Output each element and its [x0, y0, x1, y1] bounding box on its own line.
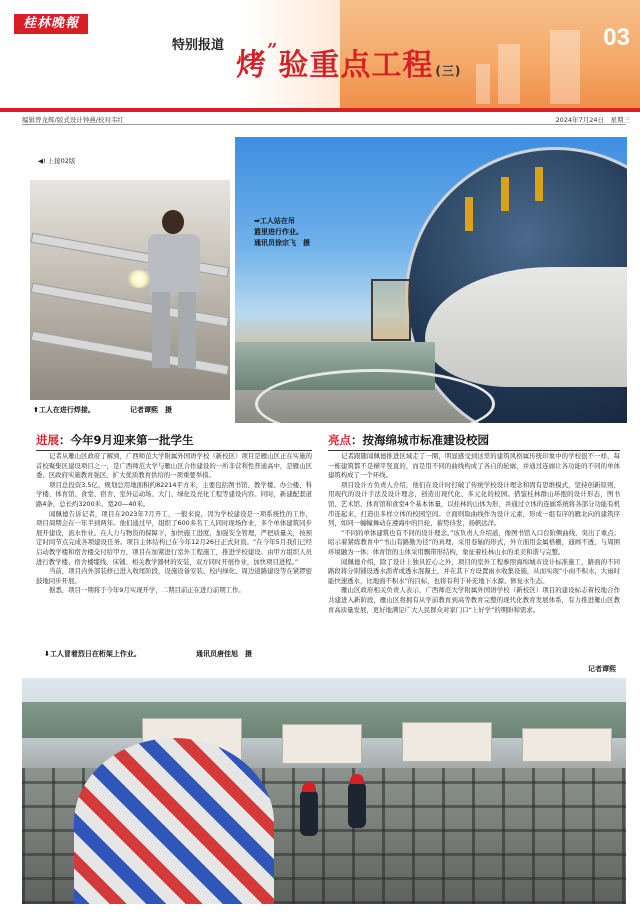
speaker-icon: ◀)	[38, 157, 46, 165]
article-paragraph: 雁山区政府相关负责人表示，广西师范大学附属外国语学校（新校区）项目的建设标志着校地合作共建进入新阶段，雁山区将拥有从学前教育到高等教育完整的现代化教育发展体系，有力推进雁山区教育高质量发展，更好地满足广大人民群众对家门口“上好学”的期盼和需求。	[328, 586, 620, 614]
newspaper-logo: 桂林晚報	[14, 14, 88, 34]
campus-building	[402, 722, 492, 762]
welding-caption	[33, 405, 95, 416]
continued-from-link[interactable]	[38, 156, 75, 165]
basket-caption	[254, 216, 358, 249]
progress-section-title	[36, 432, 312, 451]
welding-photo	[30, 180, 230, 400]
welder-head	[162, 210, 184, 234]
article-paragraph: 记者从雁山区政府了解到，广西师范大学附属外国语学校（新校区）项目是雁山区正在实施的首校聚集区建设项目之一，是广西师范大学与雁山区合作建设的一所非营利性普通高中，是雁山区委、区政府实施教育强区、扩大优质教育供给的一项重要举措。	[36, 452, 312, 480]
campus-building	[522, 728, 612, 762]
roof-worker	[300, 790, 318, 836]
article-paragraph: 据悉，项目一期将于今年9月实现开学，二期目前正在进行前期工作。	[49, 586, 245, 595]
headline-series-number: (三)	[435, 64, 462, 78]
headline-main: 烤	[236, 48, 267, 83]
welder-torso	[148, 234, 200, 296]
striped-tarp	[74, 738, 274, 904]
article-paragraph: 闻佩德告诉记者，项目在2023年7月开工，一般来说，因为学校建设是一项系统性的工作，项目周期会在一年半到两年。他们通过早，组织了600多名工人同时现场作业，多个单体建筑同步展开建设，流水作业。在人力与物资的保障下，加快施工进度，加强安全管理，严把质量关，按预定时间节点完成各项建设任务。项目主体结构已在今年12月26日正式封顶。“在今年5月我们已经启动教学楼和宿舍楼交付给甲方，项目在加紧进行室外工程施工，推进学校建设。由甲方组织人员进行教学楼、宿舍楼缆线、床铺、相关教学器材的安装，双方同时开展作业，加快项目进程。”	[36, 509, 312, 566]
banner-building-decor	[476, 64, 490, 104]
basket-caption-line2: 篮里进行作业。	[254, 228, 303, 236]
banner-red-rule	[0, 108, 640, 112]
headline-rest: 验重点工程	[278, 48, 434, 83]
basket-caption-line1: 工人站在吊	[259, 217, 295, 225]
arrow-right-icon: ➡	[254, 217, 260, 225]
article-paragraph: 项目设计方负责人介绍，他们在设计时打破了传统学校设计理念和固有思维模式，坚持创新原则，用现代的设计手法及设计理念，创造出现代化、多元化的校园。借鉴桂林群山环抱的设计形态，图书馆、艺术馆、体育馆和食堂4个基本体量，以桂林的山体为形，并通过立体的连廊系统将各部分功能有机串连起来，打造出多样立体的校园空间。立面则取曲线作为设计元素，形成一组有序的雁北向的建筑序列，如同一幢幢舞动在遵海中的巨轮，蓄势待发，扬帆远洋。	[328, 480, 620, 528]
dome-construction-photo	[235, 137, 627, 423]
banner-building-decor	[550, 30, 580, 104]
article-paragraph: 项目总投资3.5亿，规划总用地面积约82214平方米，主要包括图书馆、教学楼、办公楼、科学楼、体育馆、食堂、宿舍、室外运动场、大门、绿化及亮化工程等建设内容。同时，新建配套道路4条，总长约3200米，宽20—40米。	[36, 480, 312, 508]
gold-panel	[535, 167, 543, 201]
basket-photo-credit: 通讯员徐宗飞 摄	[254, 239, 310, 247]
hanging-basket	[371, 279, 411, 341]
reporter-byline: 记者谭熙	[588, 665, 616, 673]
welder-leg	[152, 292, 170, 368]
roof-caption-text: 工人冒着烈日在桁架上作业。	[49, 650, 141, 658]
campus-building	[282, 724, 362, 764]
highlight-tag: 亮点	[328, 433, 351, 447]
welding-spark	[126, 270, 152, 288]
header-divider	[22, 124, 626, 125]
roof-caption	[44, 649, 141, 660]
article-paragraph: 记者跟随闻佩德推进区域走了一圈，明显感受到这里的建筑风格属传统印象中的学校很不一样，每一栋建筑都不是横平竖直的，而是用不同的曲线构成了各自的轮廓，并通过连廊让各功能的不同的单体建筑构成了一个环线。	[328, 452, 620, 480]
progress-article-body	[36, 452, 312, 596]
welder-figure	[138, 208, 212, 378]
safety-helmet	[302, 782, 316, 792]
highlight-section-title	[328, 432, 620, 451]
highlight-article-body	[328, 452, 620, 615]
safety-helmet	[350, 774, 364, 784]
banner-building-decor	[498, 44, 520, 104]
editor-credits: 编辑曾龙辉/版式设计钟燕/校对韦红	[22, 116, 124, 124]
highlight-headline: ：按海绵城市标准建设校园	[351, 433, 489, 447]
roof-truss-photo	[22, 678, 626, 904]
welding-photo-credit: 记者谭熙 摄	[130, 406, 172, 414]
welder-leg	[178, 292, 196, 368]
progress-headline: ：今年9月迎来第一批学生	[59, 433, 194, 447]
headline-quote: ”	[267, 40, 279, 61]
article-paragraph: 当前，项目内外部装修已进入收尾阶段，设施设备安装、校内绿化、周边道路建设等在紧锣密鼓地同步开展。	[36, 567, 312, 585]
page-headline	[236, 40, 461, 84]
roof-worker	[348, 782, 366, 828]
issue-date: 2024年7月24日 星期三	[555, 116, 630, 124]
continued-from-text: 上接02版	[47, 157, 76, 165]
roof-photo-credit: 通讯员唐佳旭 摄	[196, 650, 252, 658]
article-paragraph: 闻佩德介绍，除了设计上独具匠心之外，项目的室外工程参照海绵城市设计标准施工，路面的不同路段将分别铺设透水沥青或透水混凝土，并在其下方设置雨水收集设施，从而实现“小雨不积水，大雨时能快速透水，比地面不积水”的目标，也将有利于补充地下水源、修复水生态。	[328, 557, 620, 585]
progress-tag: 进展	[36, 433, 59, 447]
gold-panel	[465, 197, 473, 231]
gold-panel	[501, 177, 509, 211]
arrow-up-icon: ⬆	[33, 406, 39, 414]
arrow-down-icon: ⬇	[44, 650, 50, 658]
section-kicker: 特别报道	[172, 38, 225, 53]
article-paragraph: “不同的单体建筑也有不同的设计理念。”该负责人介绍道，像图书馆入口台阶侧曲线，突出了重点；昭示着紧练教育中“书山有路勤为径”的真理，采用卷轴的形式，外立面用金属格栅，通画不透，与周围环境融为一体；体育馆的主体采用飘带形结构，象征着桂林山水的柔美和谐与完整。	[328, 528, 620, 556]
page-number: 03	[603, 24, 630, 51]
welding-caption-text: 工人在进行焊接。	[38, 406, 95, 414]
